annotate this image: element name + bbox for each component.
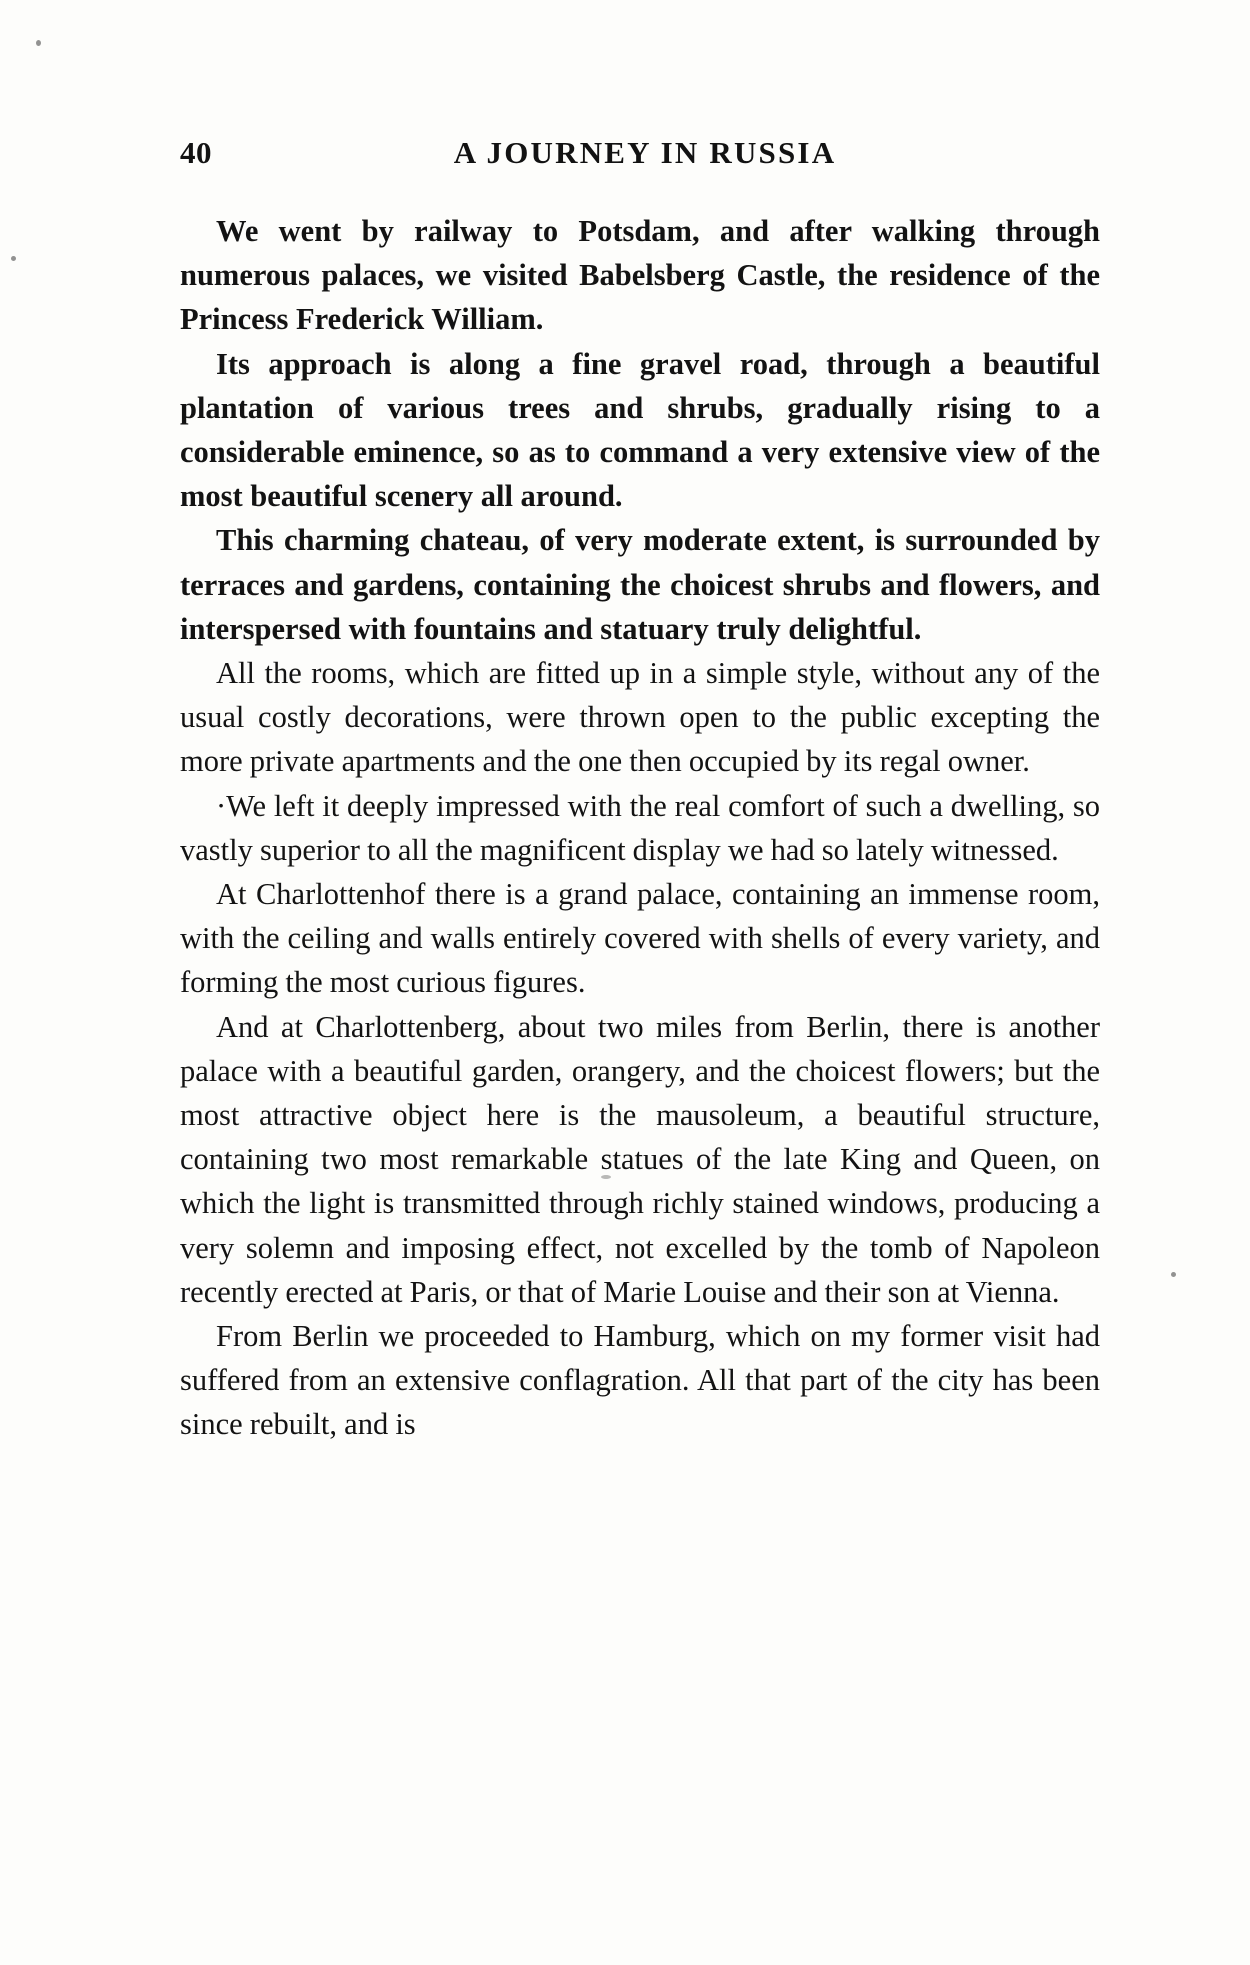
page-number: 40 [180,135,212,170]
scan-speck-icon [36,40,41,46]
paragraph: From Berlin we proceeded to Hamburg, which on my former visit had suffered from an extensive conflagration. All that part of the city has been since rebuilt, and is [180,1319,1100,1442]
paragraph: And at Charlottenberg, about two miles from Berlin, there is another palace with a beautiful garden, orangery, and the choicest flowers; but the most attractive object here is the mausoleum, a beautiful structure, containing two most remarkable statues of the late King and Queen, on which the light is transmitted through richly stained windows, producing a very solemn and imposing effect, not excelled by the tomb of Napoleon recently erected at Paris, or that of Marie Louise and their son at Vienna. [180,1009,1100,1309]
paragraph: We went by railway to Potsdam, and after walking through numerous palaces, we visited Babelsberg Castle, the residence of the Princess Frederick William. [180,214,1100,337]
page-content [180,135,1100,1447]
paragraph: ·We left it deeply impressed with the real comfort of such a dwelling, so vastly superior to all the magnificent display we had so lately witnessed. [180,788,1100,867]
scan-speck-icon [11,256,16,261]
running-head-title: A JOURNEY IN RUSSIA [453,135,837,170]
paragraph: All the rooms, which are fitted up in a simple style, without any of the usual costly decorations, were thrown open to the public excepting the more private apartments and the one then occupied by its regal owner. [180,656,1100,779]
body-text [180,209,1100,1447]
paragraph: Its approach is along a fine gravel road, through a beautiful plantation of various trees and shrubs, gradually rising to a considerable eminence, so as to command a very extensive view of the most beautiful scenery all around. [180,346,1100,514]
page-header [180,135,1100,187]
scan-speck-icon [1171,1272,1176,1277]
paragraph: This charming chateau, of very moderate extent, is surrounded by terraces and gardens, containing the choicest shrubs and flowers, and interspersed with fountains and statuary truly delightful. [180,523,1100,646]
paragraph: At Charlottenhof there is a grand palace, containing an immense room, with the ceiling and walls entirely covered with shells of every variety, and forming the most curious figures. [180,877,1100,1000]
